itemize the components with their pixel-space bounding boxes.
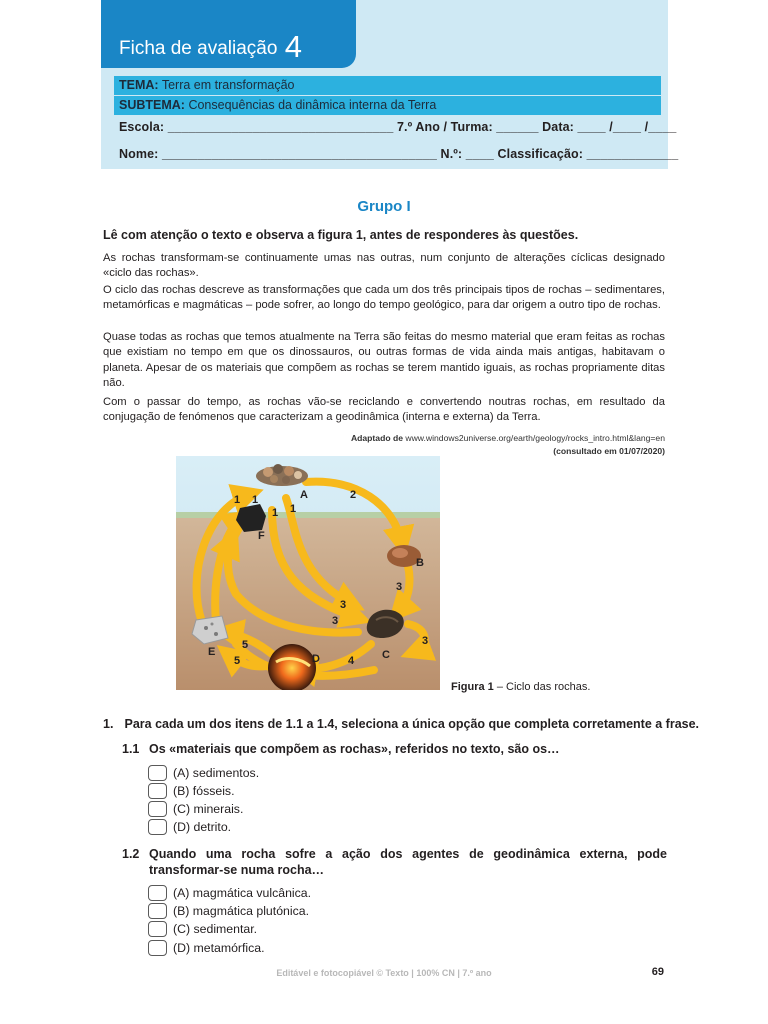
caption-label: Figura 1	[451, 681, 494, 693]
checkbox[interactable]	[148, 903, 167, 919]
option-label: (A) magmática vulcânica.	[173, 885, 312, 900]
source-date: (consultado em 01/07/2020)	[553, 445, 665, 456]
num-3-c: 3	[332, 615, 339, 627]
subtheme-bar	[114, 96, 661, 115]
option-1-2-a[interactable]	[148, 884, 311, 901]
rock-cycle-figure	[176, 456, 440, 690]
num-5-b: 5	[234, 655, 241, 667]
option-label: (A) sedimentos.	[173, 765, 260, 780]
group-title: Grupo I	[357, 198, 411, 215]
checkbox[interactable]	[148, 921, 167, 937]
school-info-line[interactable]: Escola: ________________________________ 7.º Ano / Turma: ______ Data: ____ /____ /____	[119, 120, 677, 134]
instruction: Lê com atenção o texto e observa a figura 1, antes de responderes às questões.	[103, 228, 579, 242]
worksheet-header	[101, 0, 679, 169]
paragraph-4: Com o passar do tempo, as rochas vão-se reciclando e convertendo noutras rochas, em resultado da conjugação de fenómenos que caracterizam a geodinâmica (interna e externa) da Terra.	[103, 396, 665, 424]
title-tab	[101, 0, 356, 68]
question-1-2-text: Quando uma rocha sofre a ação dos agentes de geodinâmica externa, pode transformar-se numa rocha…	[149, 847, 667, 877]
caption-text: – Ciclo das rochas.	[493, 681, 591, 693]
question-1-2	[122, 846, 667, 878]
question-1-1-number: 1.1	[122, 742, 140, 756]
num-5-a: 5	[242, 639, 249, 651]
footer-text: Editável e fotocopiável © Texto | 100% CN | 7.º ano	[276, 968, 492, 978]
num-4: 4	[348, 655, 355, 667]
question-1-2-number: 1.2	[122, 847, 140, 861]
question-1	[103, 717, 699, 731]
option-label: (C) sedimentar.	[173, 921, 258, 936]
page-number: 69	[651, 966, 664, 978]
num-2: 2	[350, 489, 357, 501]
option-label: (D) metamórfica.	[173, 940, 265, 955]
checkbox[interactable]	[148, 819, 167, 835]
question-1-text: Para cada um dos itens de 1.1 a 1.4, seleciona a única opção que completa corretamente a frase.	[124, 717, 700, 731]
option-1-2-d[interactable]	[148, 939, 265, 956]
question-1-1-text: Os «materiais que compõem as rochas», referidos no texto, são os…	[149, 742, 560, 756]
option-label: (C) minerais.	[173, 801, 244, 816]
subtheme-value: Consequências da dinâmica interna da Terra	[188, 98, 437, 112]
num-1-d: 1	[290, 503, 297, 515]
label-a: A	[300, 489, 308, 501]
option-label: (B) magmática plutónica.	[173, 903, 310, 918]
num-3-b: 3	[340, 599, 347, 611]
checkbox[interactable]	[148, 765, 167, 781]
label-d: D	[312, 653, 320, 665]
checkbox[interactable]	[148, 801, 167, 817]
option-label: (D) detrito.	[173, 819, 232, 834]
question-1-1	[122, 741, 667, 757]
paragraph-3: Quase todas as rochas que temos atualmente na Terra são feitas do mesmo material que eram feitas as rochas que existiam no tempo em que os dinossauros, ou outras formas de vida ainda mais antigas, habitavam o planeta. Apesar de os materiais que compõem as rochas se terem mantido iguais, as rochas propriamente ditas não.	[103, 331, 665, 389]
option-label: (B) fósseis.	[173, 783, 235, 798]
subtheme-label: SUBTEMA:	[119, 98, 185, 112]
checkbox[interactable]	[148, 783, 167, 799]
rock-cycle-diagram	[176, 456, 440, 690]
label-b: B	[416, 557, 424, 569]
paragraph-2: O ciclo das rochas descreve as transformações que cada um dos três principais tipos de rochas – sedimentares, metamórficas e magmáticas – pode sofrer, ao longo do tempo geológico, para dar origem a outro tipo de rochas.	[103, 284, 665, 312]
option-1-2-b[interactable]	[148, 902, 309, 919]
question-1-number: 1.	[103, 717, 114, 731]
label-c: C	[382, 649, 390, 661]
option-1-1-d[interactable]	[148, 818, 231, 835]
source-prefix: Adaptado de	[350, 433, 406, 443]
figure-caption	[451, 681, 590, 693]
theme-value: Terra em transformação	[161, 78, 295, 92]
label-e: E	[208, 646, 216, 658]
theme-bar	[114, 76, 661, 95]
student-info-line[interactable]: Nome: _______________________________________ N.º: ____ Classificação: _____________	[119, 147, 679, 161]
num-1-c: 1	[272, 507, 279, 519]
magma-d	[268, 644, 316, 690]
label-f: F	[258, 530, 265, 542]
num-1-b: 1	[252, 494, 259, 506]
source-url[interactable]: www.windows2universe.org/earth/geology/rocks_intro.html&lang=en	[405, 433, 665, 443]
checkbox[interactable]	[148, 885, 167, 901]
option-1-1-b[interactable]	[148, 782, 235, 799]
source-citation	[351, 432, 665, 457]
num-3-a: 3	[396, 581, 403, 593]
option-1-2-c[interactable]	[148, 920, 257, 937]
num-1-a: 1	[234, 494, 241, 506]
paragraph-1: As rochas transformam-se continuamente umas nas outras, num conjunto de alterações cíclicas designado «ciclo das rochas».	[103, 252, 665, 280]
option-1-1-c[interactable]	[148, 800, 243, 817]
num-3-d: 3	[422, 635, 429, 647]
option-1-1-a[interactable]	[148, 764, 259, 781]
theme-label: TEMA:	[119, 78, 159, 92]
worksheet-title	[119, 26, 302, 62]
checkbox[interactable]	[148, 940, 167, 956]
title-number: 4	[284, 29, 302, 64]
title-label: Ficha de avaliação	[119, 38, 278, 59]
